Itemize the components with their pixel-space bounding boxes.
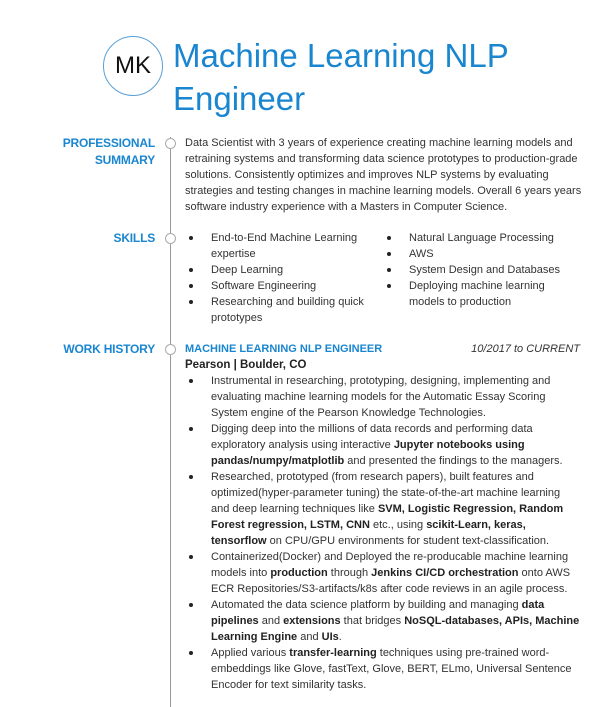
job-bullet xyxy=(185,421,580,469)
skills-column-2 xyxy=(383,230,581,326)
text-segment: and xyxy=(258,615,284,627)
job-bullet xyxy=(185,549,580,597)
timeline-node xyxy=(165,138,176,149)
section-label-work-history: WORK HISTORY xyxy=(63,342,155,356)
skill-item: Deploying machine learning models to production xyxy=(383,278,581,310)
skill-item: Researching and building quick prototypes xyxy=(185,294,383,326)
text-segment: Researched, prototyped (from research papers), built features and optimized(hyper-parameter tuning) the state-of-the-art machine learning and deep learning techniques like xyxy=(211,471,561,515)
text-segment: . xyxy=(338,631,342,643)
skill-item: Deep Learning xyxy=(185,262,383,278)
skill-item: Software Engineering xyxy=(185,278,383,294)
bold-text: SVM, Logistic Regression, Random Forest regression, LSTM, CNN xyxy=(211,503,564,531)
timeline-node xyxy=(165,233,176,244)
text-segment: onto AWS ECR Repositories/S3-artifacts/k8s after code reviews in an agile process. xyxy=(211,567,571,595)
timeline-node xyxy=(165,344,176,355)
bold-text: transfer-learning xyxy=(289,647,377,659)
skill-item: End-to-End Machine Learning expertise xyxy=(185,230,383,262)
text-segment: Containerized(Docker) and Deployed the re-producable machine learning models into xyxy=(211,551,569,579)
bold-text: production xyxy=(270,567,328,579)
section-label-skills: SKILLS xyxy=(113,231,155,245)
text-segment: through xyxy=(327,567,372,579)
job-bullet xyxy=(185,597,580,645)
job-bullet xyxy=(185,373,580,421)
bold-text: Jenkins CI/CD orchestration xyxy=(371,567,519,579)
skill-item: AWS xyxy=(383,246,581,262)
page-title: Machine Learning NLP Engineer xyxy=(173,37,509,117)
label-line: SUMMARY xyxy=(94,153,155,167)
job-dates: 10/2017 to CURRENT xyxy=(471,343,580,355)
text-segment: that bridges xyxy=(340,615,405,627)
skill-item: Natural Language Processing xyxy=(383,230,581,246)
bold-text: NoSQL-databases, APIs, Machine Learning Engine xyxy=(211,615,580,643)
skills-list xyxy=(185,230,585,326)
skill-item: System Design and Databases xyxy=(383,262,581,278)
skills-column-1 xyxy=(185,230,383,326)
bold-text: UIs xyxy=(321,631,339,643)
job-entry xyxy=(185,341,580,693)
job-company: Pearson | Boulder, CO xyxy=(185,359,307,371)
text-segment: techniques using pre-trained word-embeddings like Glove, fastText, Glove, BERT, ELmo, Universal Sentence Encoder for text similarity tasks. xyxy=(211,647,572,691)
bold-text: extensions xyxy=(283,615,341,627)
summary-text: Data Scientist with 3 years of experience creating machine learning models and retraining systems and transforming data science prototypes to production-grade solutions. Consistently optimizes and improves NLP systems by evaluating strategies and testing changes in machine learning models. Overall 6 years years software industry experience with a Masters in Computer Science. xyxy=(185,137,582,213)
bold-text: data pipelines xyxy=(211,599,545,627)
text-segment: Digging deep into the millions of data records and performing data exploratory analysis using interactive xyxy=(211,423,533,451)
job-title: MACHINE LEARNING NLP ENGINEER xyxy=(185,343,383,355)
section-label-summary xyxy=(63,135,155,169)
job-bullets xyxy=(185,373,580,693)
avatar-initials: MK xyxy=(103,36,163,96)
text-segment: on CPU/GPU environments for student text-classification. xyxy=(266,535,550,547)
job-bullet xyxy=(185,469,580,549)
text-segment: Instrumental in researching, prototyping, designing, implementing and evaluating machine learning models for the Automatic Essay Scoring System engine of the Pearson Knowledge Technologies. xyxy=(211,375,551,419)
bold-text: scikit-Learn, keras, tensorflow xyxy=(211,519,526,547)
text-segment: and xyxy=(297,631,322,643)
bold-text: Jupyter notebooks using pandas/numpy/matplotlib xyxy=(211,439,525,467)
text-segment: etc., using xyxy=(369,519,427,531)
text-segment: and presented the findings to the managers. xyxy=(344,455,563,467)
timeline-line xyxy=(170,137,171,707)
text-segment: Applied various xyxy=(211,647,290,659)
job-bullet xyxy=(185,645,580,693)
text-segment: Automated the data science platform by building and managing xyxy=(211,599,522,611)
label-line: PROFESSIONAL xyxy=(62,136,155,150)
